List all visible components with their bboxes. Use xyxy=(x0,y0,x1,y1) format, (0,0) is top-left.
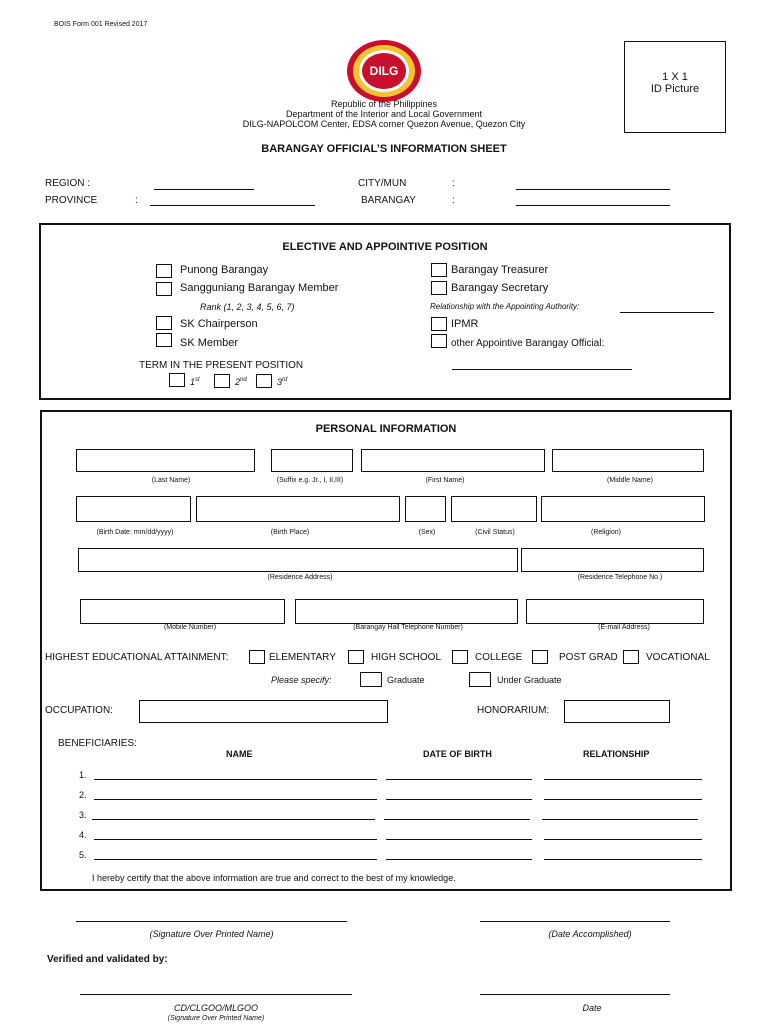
residence-address-input[interactable] xyxy=(78,548,518,572)
row-5-dob-field[interactable] xyxy=(386,859,532,860)
row-5-rel-field[interactable] xyxy=(544,859,702,860)
col-rel-header: RELATIONSHIP xyxy=(583,749,650,759)
row-3-name-field[interactable] xyxy=(92,819,375,820)
vocational-label: VOCATIONAL xyxy=(646,652,710,663)
sangguniang-label: Sangguniang Barangay Member xyxy=(180,282,339,294)
barangay-colon: : xyxy=(452,195,455,206)
occupation-input[interactable] xyxy=(139,700,388,723)
college-label: COLLEGE xyxy=(475,652,523,663)
relationship-field[interactable] xyxy=(620,312,714,313)
row-3-label: 3. xyxy=(79,810,87,820)
row-2-name-field[interactable] xyxy=(94,799,377,800)
header-line1: Republic of the Philippines xyxy=(330,99,438,109)
page-title: BARANGAY OFFICIAL’S INFORMATION SHEET xyxy=(261,143,507,155)
date-accomplished-line[interactable] xyxy=(480,921,670,922)
row-5-name-field[interactable] xyxy=(94,859,377,860)
certification-text: I hereby certify that the above information are true and correct to the best of my knowledge. xyxy=(92,873,456,883)
birth-date-label: (Birth Date: mm/dd/yyyy) xyxy=(96,529,174,536)
province-field[interactable] xyxy=(150,205,315,206)
religion-input[interactable] xyxy=(541,496,705,522)
header-line2: Department of the Interior and Local Government xyxy=(285,109,483,119)
treasurer-label: Barangay Treasurer xyxy=(451,264,549,276)
verify-date-label: Date xyxy=(582,1003,602,1013)
elementary-label: ELEMENTARY xyxy=(269,652,336,663)
ipmr-checkbox[interactable] xyxy=(431,317,447,331)
college-checkbox[interactable] xyxy=(452,650,468,664)
middle-name-input[interactable] xyxy=(552,449,704,472)
secretary-checkbox[interactable] xyxy=(431,281,447,295)
row-2-label: 2. xyxy=(79,790,87,800)
beneficiaries-label: BENEFICIARIES: xyxy=(58,738,137,749)
personal-heading: PERSONAL INFORMATION xyxy=(315,423,457,435)
row-4-rel-field[interactable] xyxy=(544,839,702,840)
sk-chair-checkbox[interactable] xyxy=(156,316,172,330)
term-1st-checkbox[interactable] xyxy=(169,373,185,387)
barangay-label: BARANGAY xyxy=(361,195,416,206)
city-colon: : xyxy=(452,178,455,189)
hall-tel-label: (Barangay Hall Telephone Number) xyxy=(353,624,463,631)
position-heading: ELECTIVE AND APPOINTIVE POSITION xyxy=(282,241,488,253)
punong-checkbox[interactable] xyxy=(156,264,172,278)
email-input[interactable] xyxy=(526,599,704,624)
civil-status-input[interactable] xyxy=(451,496,537,522)
col-dob-header: DATE OF BIRTH xyxy=(423,749,492,759)
mobile-input[interactable] xyxy=(80,599,285,624)
hall-tel-input[interactable] xyxy=(295,599,518,624)
first-name-label: (First Name) xyxy=(425,477,465,484)
row-1-name-field[interactable] xyxy=(94,779,377,780)
other-checkbox[interactable] xyxy=(431,334,447,348)
residence-tel-label: (Residence Telephone No.) xyxy=(577,574,663,581)
officer-signature-label: (Signature Over Printed Name) xyxy=(167,1015,265,1022)
barangay-field[interactable] xyxy=(516,205,670,206)
officer-label: CD/CLGOO/MLGOO xyxy=(173,1003,258,1013)
id-picture-label: ID Picture xyxy=(650,83,700,95)
honorarium-input[interactable] xyxy=(564,700,670,723)
row-2-dob-field[interactable] xyxy=(386,799,532,800)
region-field[interactable] xyxy=(154,189,254,190)
treasurer-checkbox[interactable] xyxy=(431,263,447,277)
education-label: HIGHEST EDUCATIONAL ATTAINMENT: xyxy=(45,652,229,663)
under-graduate-checkbox[interactable] xyxy=(469,672,491,687)
last-name-input[interactable] xyxy=(76,449,255,472)
row-1-dob-field[interactable] xyxy=(386,779,532,780)
birth-date-input[interactable] xyxy=(76,496,191,522)
punong-label: Punong Barangay xyxy=(180,264,269,276)
honorarium-label: HONORARIUM: xyxy=(477,705,550,716)
civil-status-label: (Civil Status) xyxy=(475,529,515,536)
other-label: other Appointive Barangay Official: xyxy=(451,338,605,349)
row-3-rel-field[interactable] xyxy=(542,819,698,820)
term-2nd-checkbox[interactable] xyxy=(214,374,230,388)
secretary-label: Barangay Secretary xyxy=(451,282,549,294)
first-name-input[interactable] xyxy=(361,449,545,472)
relationship-label: Relationship with the Appointing Authority: xyxy=(430,302,580,311)
term-1st-label: 1st xyxy=(190,377,200,387)
middle-name-label: (Middle Name) xyxy=(607,477,653,484)
signature-label: (Signature Over Printed Name) xyxy=(149,929,274,939)
elementary-checkbox[interactable] xyxy=(249,650,265,664)
birth-place-input[interactable] xyxy=(196,496,400,522)
region-label: REGION : xyxy=(45,178,91,189)
row-4-dob-field[interactable] xyxy=(386,839,532,840)
dilg-logo xyxy=(345,38,423,104)
header-line3: DILG-NAPOLCOM Center, EDSA corner Quezon Avenue, Quezon City xyxy=(242,119,526,129)
officer-signature-line[interactable] xyxy=(80,994,352,995)
agency-header xyxy=(184,99,584,129)
sangguniang-checkbox[interactable] xyxy=(156,282,172,296)
date-accomplished-label: (Date Accomplished) xyxy=(548,929,632,939)
post-grad-label: POST GRAD xyxy=(559,652,618,663)
under-graduate-label: Under Graduate xyxy=(497,675,562,685)
please-specify-label: Please specify: xyxy=(271,675,332,685)
row-5-label: 5. xyxy=(79,850,87,860)
verify-date-line[interactable] xyxy=(480,994,670,995)
sex-input[interactable] xyxy=(405,496,446,522)
term-3rd-label: 3rd xyxy=(277,377,288,387)
sk-member-label: SK Member xyxy=(180,337,239,349)
row-4-label: 4. xyxy=(79,830,87,840)
rank-label: Rank (1, 2, 3, 4, 5, 6, 7) xyxy=(200,302,295,312)
email-label: (E-mail Address) xyxy=(598,624,650,631)
residence-address-label: (Residence Address) xyxy=(267,574,333,581)
city-label: CITY/MUN xyxy=(358,178,407,189)
graduate-label: Graduate xyxy=(387,675,425,685)
post-grad-checkbox[interactable] xyxy=(532,650,548,664)
verified-label: Verified and validated by: xyxy=(47,954,168,965)
province-colon: : xyxy=(135,195,138,206)
signature-line[interactable] xyxy=(76,921,347,922)
id-picture-size: 1 X 1 xyxy=(662,71,688,83)
ipmr-label: IPMR xyxy=(451,318,479,330)
form-code: BOIS Form 001 Revised 2017 xyxy=(54,21,148,28)
col-name-header: NAME xyxy=(226,749,253,759)
other-field[interactable] xyxy=(452,369,632,370)
sk-chair-label: SK Chairperson xyxy=(180,318,258,330)
city-field[interactable] xyxy=(516,189,670,190)
row-1-rel-field[interactable] xyxy=(544,779,702,780)
residence-tel-input[interactable] xyxy=(521,548,704,572)
row-4-name-field[interactable] xyxy=(94,839,377,840)
row-1-label: 1. xyxy=(79,770,87,780)
birth-place-label: (Birth Place) xyxy=(270,529,310,536)
id-picture-box[interactable] xyxy=(624,41,726,133)
graduate-checkbox[interactable] xyxy=(360,672,382,687)
high-school-label: HIGH SCHOOL xyxy=(371,652,442,663)
row-3-dob-field[interactable] xyxy=(384,819,530,820)
province-label: PROVINCE xyxy=(45,195,98,206)
term-3rd-checkbox[interactable] xyxy=(256,374,272,388)
sk-member-checkbox[interactable] xyxy=(156,333,172,347)
row-2-rel-field[interactable] xyxy=(544,799,702,800)
vocational-checkbox[interactable] xyxy=(623,650,639,664)
suffix-input[interactable] xyxy=(271,449,353,472)
high-school-checkbox[interactable] xyxy=(348,650,364,664)
term-2nd-label: 2nd xyxy=(235,377,247,387)
sex-label: (Sex) xyxy=(418,529,436,536)
religion-label: (Religion) xyxy=(591,529,621,536)
occupation-label: OCCUPATION: xyxy=(45,705,113,716)
last-name-label: (Last Name) xyxy=(151,477,191,484)
svg-text:DILG: DILG xyxy=(369,64,399,78)
term-label: TERM IN THE PRESENT POSITION xyxy=(139,360,304,371)
mobile-label: (Mobile Number) xyxy=(163,624,217,631)
suffix-label: (Suffix e.g. Jr., I, II,III) xyxy=(276,477,344,484)
